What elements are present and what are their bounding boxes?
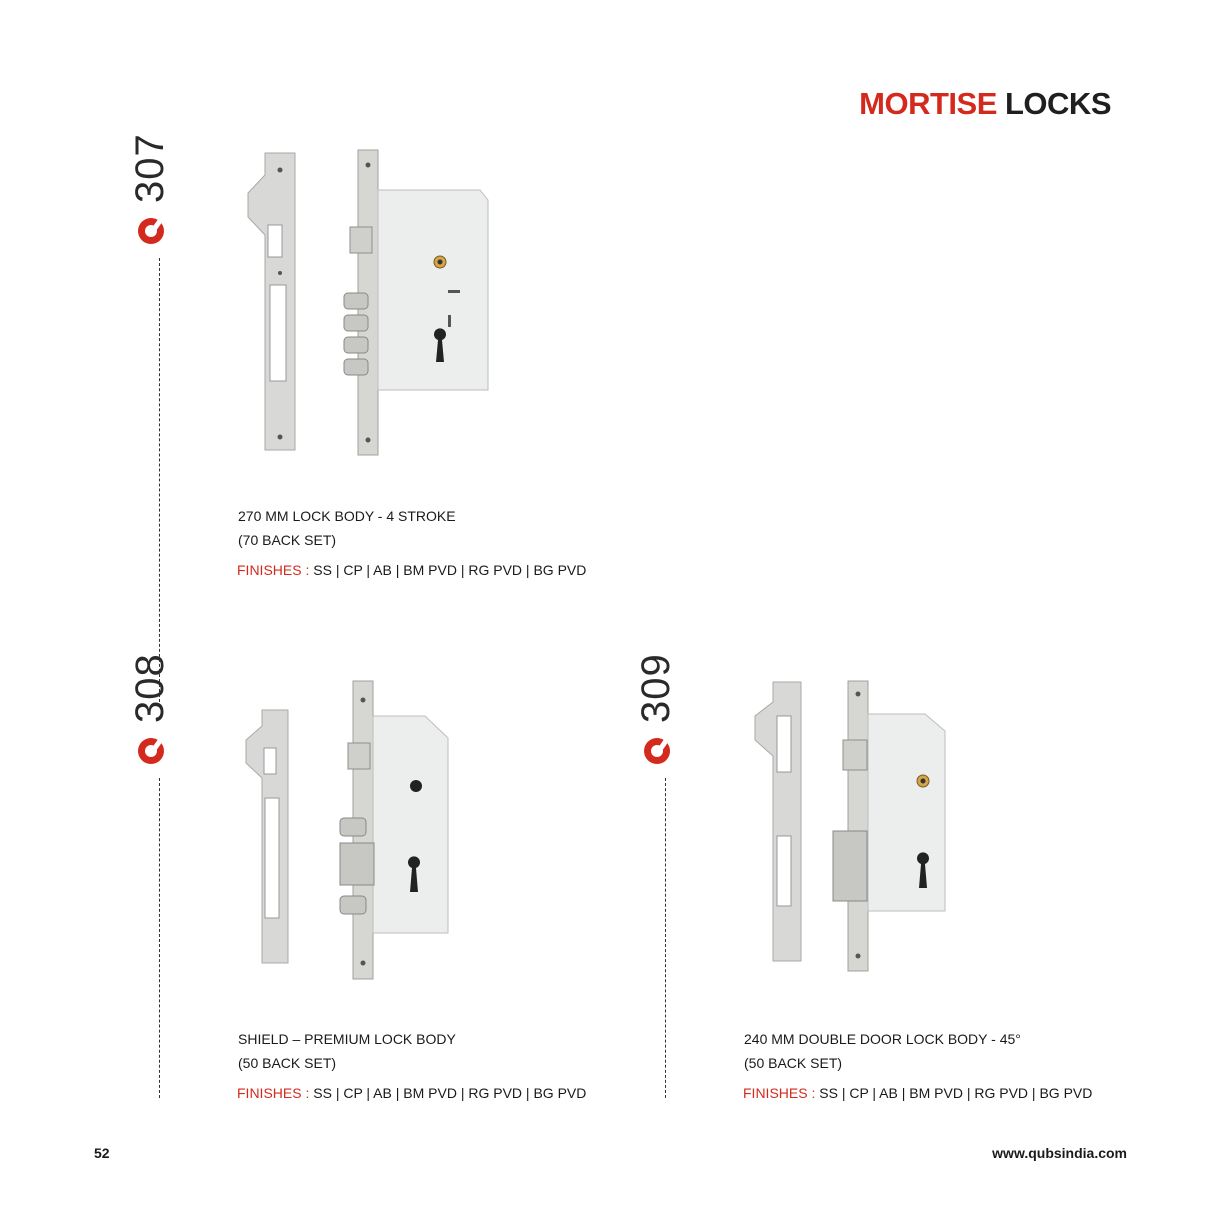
finishes-label: FINISHES : [237,1085,310,1101]
product-description-308 [238,1027,456,1075]
code-divider [159,258,160,702]
product-code-307 [128,130,172,575]
product-code-309 [634,650,678,1100]
product-title: SHIELD – PREMIUM LOCK BODY [238,1031,456,1047]
q-logo-icon [137,217,165,245]
code-divider [159,778,160,1098]
product-backset: (50 BACK SET) [744,1055,843,1071]
page-title [859,86,1111,122]
product-title: 240 MM DOUBLE DOOR LOCK BODY - 45° [744,1031,1021,1047]
product-finishes-307 [237,562,586,578]
product-description-307 [238,504,456,552]
product-finishes-309 [743,1085,1092,1101]
product-backset: (70 BACK SET) [238,532,337,548]
product-image-309 [745,676,955,976]
finishes-label: FINISHES : [237,562,310,578]
code-divider [665,778,666,1098]
q-logo-icon [137,737,165,765]
product-code-text: 308 [128,653,172,723]
product-code-text: 307 [128,133,172,203]
finishes-values: SS | CP | AB | BM PVD | RG PVD | BG PVD [313,1085,587,1101]
product-backset: (50 BACK SET) [238,1055,337,1071]
title-word-mortise: MORTISE [859,86,997,121]
product-image-308 [240,678,470,983]
product-title: 270 MM LOCK BODY - 4 STROKE [238,508,456,524]
finishes-label: FINISHES : [743,1085,816,1101]
product-finishes-308 [237,1085,586,1101]
product-code-text: 309 [634,653,678,723]
product-description-309 [744,1027,1021,1075]
finishes-values: SS | CP | AB | BM PVD | RG PVD | BG PVD [819,1085,1093,1101]
product-image-307 [240,145,500,460]
page-number: 52 [94,1145,110,1161]
website-link[interactable]: www.qubsindia.com [992,1145,1127,1161]
product-code-308 [128,650,172,1100]
title-word-locks: LOCKS [1005,86,1111,121]
q-logo-icon [643,737,671,765]
finishes-values: SS | CP | AB | BM PVD | RG PVD | BG PVD [313,562,587,578]
